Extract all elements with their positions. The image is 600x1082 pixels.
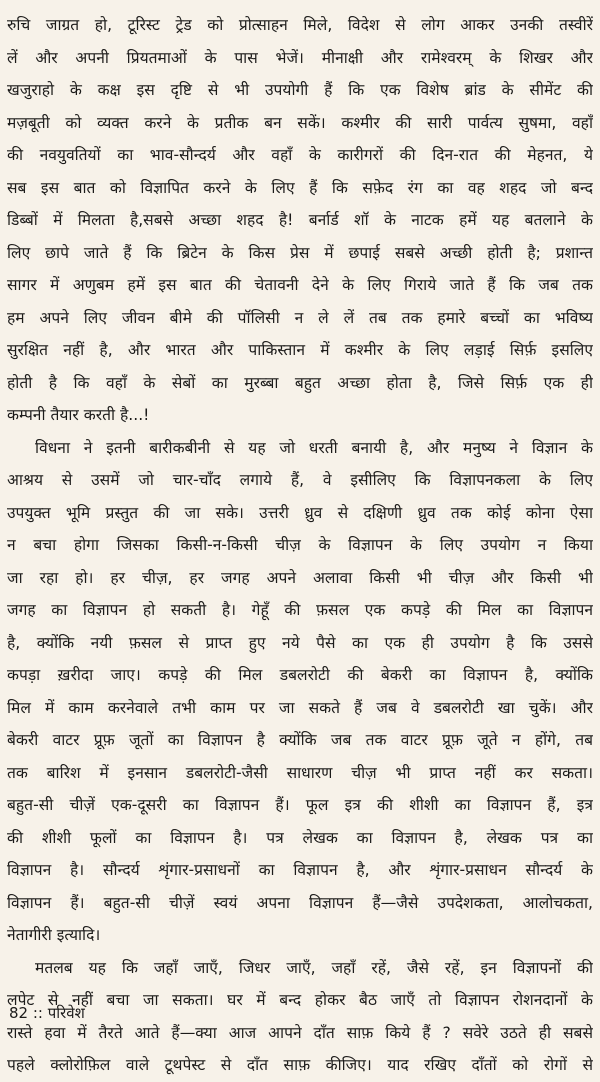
text-line: कम्पनी तैयार करती है...!: [7, 406, 150, 424]
text-line: लपेट से नहीं बचा जा सकता। घर में बन्द होकर बैठ जाएँ तो विज्ञापन रोशनदानों के: [7, 991, 593, 1009]
text-line: बहुत-सी चीज़ें एक-दूसरी का विज्ञापन हैं। फूल इत्र की शीशी का विज्ञापन हैं, इत्र: [7, 796, 593, 814]
text-line: लें और अपनी प्रियतमाओं के पास भेजें। मीनाक्षी और रामेश्वरम् के शिखर और: [7, 48, 593, 67]
text-line: उपयुक्त भूमि प्रस्तुत की जा सके। उत्तरी ध्रुव से दक्षिणी ध्रुव तक कोई कोना ऐसा: [7, 503, 593, 522]
text-line: विज्ञापन है। सौन्दर्य शृंगार-प्रसाधनों का विज्ञापन है, और शृंगार-प्रसाधन सौन्दर्य के: [7, 861, 593, 879]
text-line: की शीशी फूलों का विज्ञापन है। पत्र लेखक का विज्ञापन है, लेखक पत्र का: [7, 828, 593, 847]
text-line: बेकरी वाटर प्रूफ़ जूतों का विज्ञापन है क्योंकि जब तक वाटर प्रूफ़ जूते न होंगे, तब: [7, 731, 593, 749]
text-line: आश्रय से उसमें जो चार-चाँद लगाये हैं, वे इसीलिए कि विज्ञापनकला के लिए: [7, 471, 593, 489]
text-line: होती है कि वहाँ के सेबों का मुरब्बा बहुत अच्छा होता है, जिसे सिर्फ़ एक ही: [7, 373, 593, 392]
text-line: मतलब यह कि जहाँ जाएँ, जिधर जाएँ, जहाँ रहें, जैसे रहें, इन विज्ञापनों की: [35, 958, 593, 977]
text-line: रास्ते हवा में तैरते आते हैं—क्या आज आपने दाँत साफ़ किये हैं ? सवेरे उठते ही सबसे: [7, 1023, 593, 1042]
text-line: विधना ने इतनी बारीकबीनी से यह जो धरती बनायी है, और मनुष्य ने विज्ञान के: [35, 438, 593, 457]
text-line: है, क्योंकि नयी फ़सल से प्राप्त हुए नये पैसे का एक ही उपयोग है कि उससे: [7, 633, 593, 652]
text-line: रुचि जाग्रत हो, टूरिस्ट ट्रेड को प्रोत्साहन मिले, विदेश से लोग आकर उनकी तस्वीरें: [7, 16, 593, 34]
text-line: सब इस बात को विज्ञापित करने के लिए हैं कि सफ़ेद रंग का वह शहद जो बन्द: [7, 178, 593, 197]
page-footer: 82 :: परिवेश: [9, 1004, 85, 1022]
text-line: विज्ञापन हैं। बहुत-सी चीज़ें स्वयं अपना विज्ञापन हैं—जैसे उपदेशकता, आलोचकता,: [7, 893, 593, 912]
text-line: सागर में अणुबम हमें इस बात की चेतावनी देने के लिए गिराये जाते हैं कि जब तक: [7, 276, 593, 294]
text-line: जगह का विज्ञापन हो सकती है। गेहूँ की फ़सल एक कपड़े की मिल का विज्ञापन: [7, 601, 593, 619]
text-line: खजुराहो के कक्ष इस दृष्टि से भी उपयोगी हैं कि एक विशेष ब्रांड के सीमेंट की: [7, 81, 593, 99]
text-line: कपड़ा ख़रीदा जाए। कपड़े की मिल डबलरोटी की बेकरी का विज्ञापन है, क्योंकि: [7, 666, 593, 684]
text-line: न बचा होगा जिसका किसी-न-किसी चीज़ के विज्ञापन के लिए उपयोग न किया: [7, 536, 593, 554]
text-line: मज़बूती को व्यक्त करने के प्रतीक बन सकें। कश्मीर की सारी पार्वत्य सुषमा, वहाँ: [7, 113, 593, 132]
paragraph-1: [7, 9, 593, 432]
text-line: पहले क्लोरोफ़िल वाले टूथपेस्ट से दाँत साफ़ कीजिए। याद रखिए दाँतों को रोगों से: [7, 1056, 593, 1074]
text-line: तक बारिश में इनसान डबलरोटी-जैसी साधारण चीज़ भी प्राप्त नहीं कर सकता।: [7, 763, 593, 782]
text-line: डिब्बों में मिलता है,सबसे अच्छा शहद है! बर्नार्ड शॉ के नाटक हमें यह बतलाने के: [7, 211, 593, 229]
text-line: जा रहा हो। हर चीज़, हर जगह अपने अलावा किसी भी चीज़ और किसी भी: [7, 568, 593, 587]
text-line: लिए छापे जाते हैं कि ब्रिटेन के किस प्रेस में छपाई सबसे अच्छी होती है; प्रशान्त: [7, 243, 593, 262]
text-line: की नवयुवतियों का भाव-सौन्दर्य और वहाँ के कारीगरों की दिन-रात की मेहनत, ये: [7, 146, 593, 164]
text-line: सुरक्षित नहीं है, और भारत और पाकिस्तान में कश्मीर के लिए लड़ाई सिर्फ़ इसलिए: [7, 341, 593, 359]
paragraph-2: [7, 432, 593, 952]
text-line: हम अपने लिए जीवन बीमे की पॉलिसी न ले लें तब तक हमारे बच्चों का भविष्य: [7, 308, 593, 327]
paragraph-3: [7, 952, 593, 1082]
text-line: नेतागीरी इत्यादि।: [7, 926, 101, 944]
text-line: मिल में काम करनेवाले तभी काम पर जा सकते हैं जब वे डबलरोटी खा चुकें। और: [7, 698, 593, 717]
